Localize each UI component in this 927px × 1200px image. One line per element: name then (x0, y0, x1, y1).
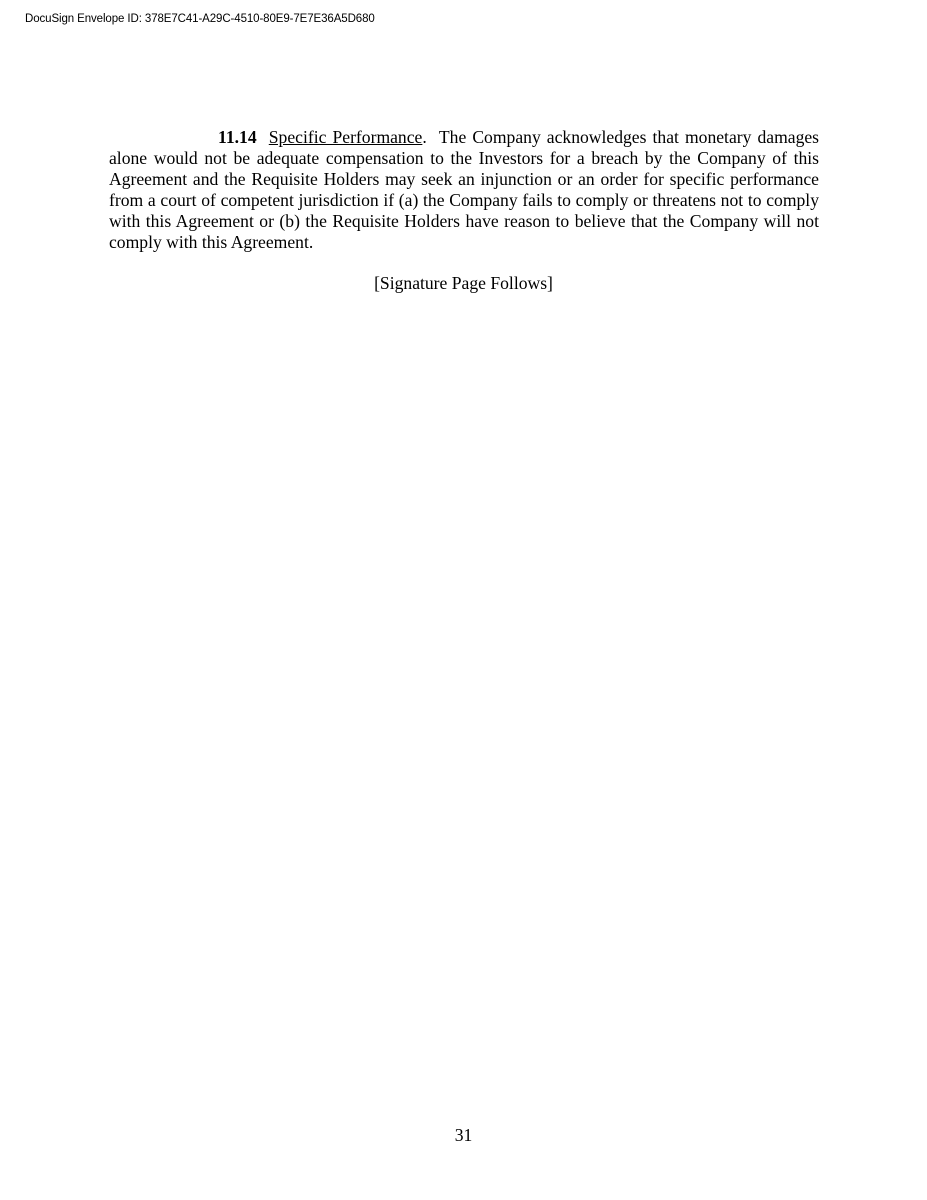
signature-page-follows-note: [Signature Page Follows] (374, 273, 553, 293)
page-number: 31 (454, 1125, 473, 1145)
section-heading: Specific Performance (268, 126, 423, 147)
section-number: 11.14 (218, 126, 257, 147)
section-body-text: The Company acknowledges that monetary damages alone would not be adequate compensation to the Investors for a breach by the Company of this Agreement and the Requisite Holders may seek an injunction or an order for specific performance from a court of competent jurisdiction if (a) the Company fails to comply or threatens not to comply with this Agreement or (b) the Requisite Holders have reason to believe that the Company will not comply with this Agreement. (109, 126, 820, 252)
section-11-14-paragraph (109, 127, 819, 253)
docusign-envelope-id: DocuSign Envelope ID: 378E7C41-A29C-4510-80E9-7E7E36A5D680 (25, 13, 375, 25)
section-heading-period: . (422, 126, 427, 147)
